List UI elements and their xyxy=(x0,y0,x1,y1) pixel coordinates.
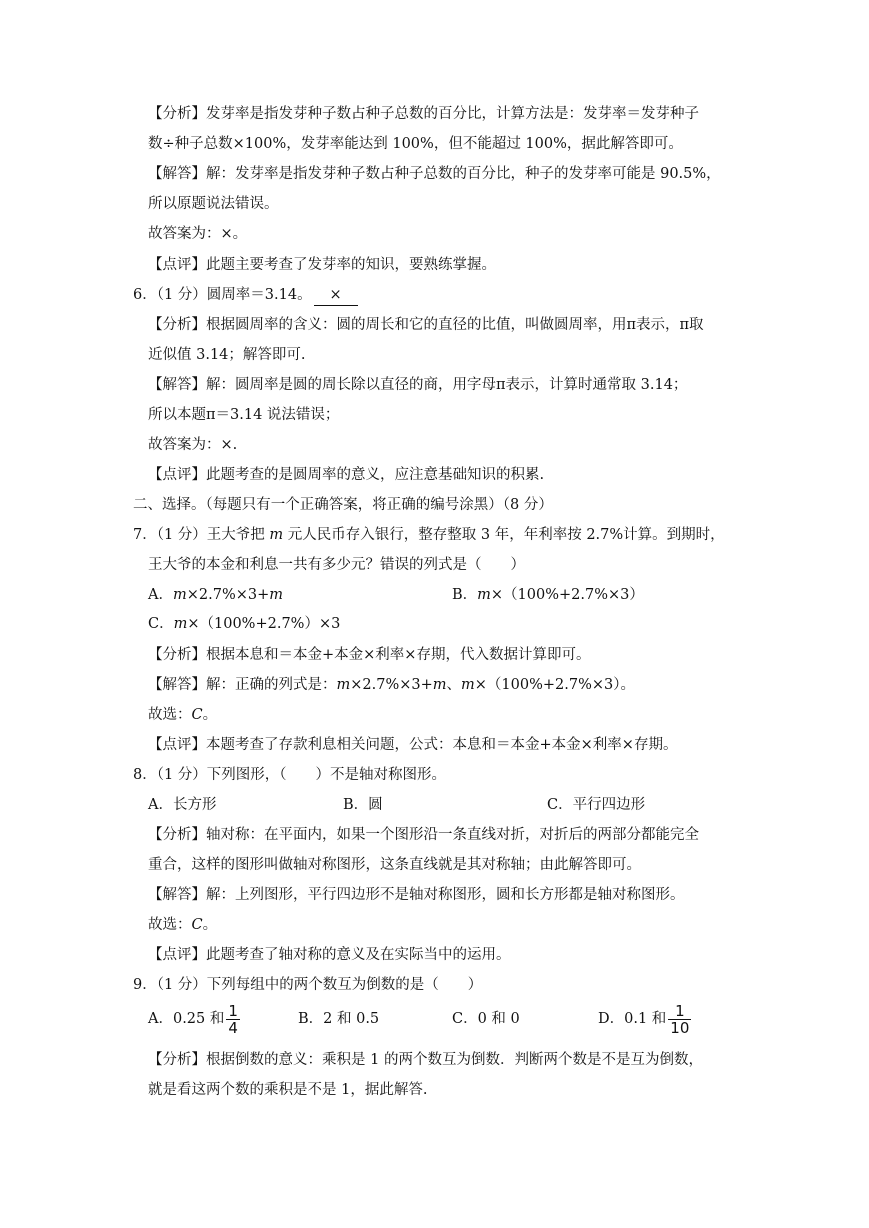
fraction xyxy=(226,1003,240,1036)
section-heading: 二、选择。（每题只有一个正确答案，将正确的编号涂黑）（8 分） xyxy=(133,497,553,513)
analysis-line: 近似值 3.14；解答即可. xyxy=(148,347,306,363)
answer-punct: 。 xyxy=(202,917,218,933)
option-text: ×2.7%×3+ xyxy=(186,587,270,603)
solution-text: 、 xyxy=(446,677,462,693)
solution-line: 【解答】解：上列图形，平行四边形不是轴对称图形，圆和长方形都是轴对称图形。 xyxy=(148,887,685,903)
solution-line: 所以本题π＝3.14 说法错误； xyxy=(148,407,340,423)
answer-choice: C xyxy=(191,917,203,933)
var-m: m xyxy=(269,587,283,603)
comment-line: 【点评】此题考查的是圆周率的意义，应注意基础知识的积累. xyxy=(148,467,545,483)
option-a: A．长方形 xyxy=(148,797,217,813)
fraction-numerator: 1 xyxy=(675,1001,685,1020)
question-7 xyxy=(133,525,725,545)
solution-line xyxy=(148,675,635,695)
option-label: C． xyxy=(148,616,174,632)
analysis-line: 【分析】轴对称：在平面内，如果一个图形沿一条直线对折，对折后的两部分都能完全 xyxy=(148,827,699,843)
solution-line: 【解答】解：发芽率是指发芽种子数占种子总数的百分比，种子的发芽率可能是 90.5%， xyxy=(148,166,721,182)
var-m: m xyxy=(269,527,284,543)
option-text: A．0.25 和 xyxy=(148,1011,225,1027)
option-label: B． xyxy=(452,587,478,603)
question-7-line2: 王大爷的本金和利息一共有多少元？错误的列式是（ ） xyxy=(148,557,525,573)
option-d xyxy=(598,1002,691,1040)
analysis-line: 就是看这两个数的乘积是不是 1，据此解答. xyxy=(148,1082,428,1098)
comment-line: 【点评】此题主要考查了发芽率的知识，要熟练掌握。 xyxy=(148,257,496,273)
var-m: m xyxy=(173,616,188,632)
analysis-line: 【分析】根据倒数的意义：乘积是 1 的两个数互为倒数．判断两个数是不是互为倒数， xyxy=(148,1052,703,1068)
answer-choice: C xyxy=(191,707,203,723)
comment-line: 【点评】本题考查了存款利息相关问题，公式：本息和＝本金+本金×利率×存期。 xyxy=(148,737,678,753)
option-a xyxy=(148,585,283,605)
question-6-text: 6．（1 分）圆周率＝3.14。 xyxy=(133,287,312,303)
solution-line: 所以原题说法错误。 xyxy=(148,196,279,212)
answer-line xyxy=(148,705,217,725)
question-7-text: 元人民币存入银行，整存整取 3 年，年利率按 2.7%计算。到期时， xyxy=(283,527,725,543)
analysis-line: 数÷种子总数×100%，发芽率能达到 100%，但不能超过 100%，据此解答即可。 xyxy=(148,136,683,152)
answer-line: 故答案为：×。 xyxy=(148,226,248,242)
answer-line xyxy=(148,915,217,935)
analysis-line: 重合，这样的图形叫做轴对称图形，这条直线就是其对称轴；由此解答即可。 xyxy=(148,857,641,873)
var-m: m xyxy=(477,587,491,603)
var-m: m xyxy=(336,677,351,693)
fraction xyxy=(668,1003,691,1036)
option-b xyxy=(452,585,644,605)
comment-line: 【点评】此题考查了轴对称的意义及在实际当中的运用。 xyxy=(148,947,511,963)
var-m: m xyxy=(432,677,447,693)
answer-label: 故选： xyxy=(148,707,192,723)
analysis-line: 【分析】根据圆周率的含义：圆的周长和它的直径的比值，叫做圆周率，用π表示，π取 xyxy=(148,317,704,333)
option-a xyxy=(148,1002,240,1040)
question-6-answer-blank: × xyxy=(314,285,358,306)
fraction-numerator: 1 xyxy=(228,1001,238,1020)
fraction-denominator: 10 xyxy=(670,1018,690,1037)
solution-text: ×2.7%×3+ xyxy=(350,677,433,693)
solution-line: 【解答】解：圆周率是圆的周长除以直径的商，用字母π表示，计算时通常取 3.14； xyxy=(148,377,688,393)
option-b: B．圆 xyxy=(343,797,383,813)
question-7-text: 7．（1 分）王大爷把 xyxy=(133,527,270,543)
option-text: ×（100%+2.7%×3） xyxy=(490,587,644,603)
solution-text: ×（100%+2.7%×3）。 xyxy=(474,677,635,693)
option-c: C．平行四边形 xyxy=(547,797,646,813)
option-c: C．0 和 0 xyxy=(452,1011,520,1027)
option-text: ×（100%+2.7%）×3 xyxy=(187,616,341,632)
question-8: 8．（1 分）下列图形，（ ）不是轴对称图形。 xyxy=(133,767,447,783)
answer-line: 故答案为：×. xyxy=(148,437,238,453)
solution-text: 【解答】解：正确的列式是： xyxy=(148,677,337,693)
question-6 xyxy=(133,285,358,306)
var-m: m xyxy=(461,677,475,693)
answer-punct: 。 xyxy=(202,707,218,723)
option-b: B．2 和 0.5 xyxy=(298,1011,380,1027)
answer-label: 故选： xyxy=(148,917,192,933)
var-m: m xyxy=(172,587,187,603)
option-label: A． xyxy=(148,587,173,603)
fraction-denominator: 4 xyxy=(228,1018,238,1037)
analysis-line: 【分析】发芽率是指发芽种子数占种子总数的百分比，计算方法是：发芽率＝发芽种子 xyxy=(148,106,699,122)
option-c xyxy=(148,614,340,634)
analysis-line: 【分析】根据本息和＝本金+本金×利率×存期，代入数据计算即可。 xyxy=(148,647,591,663)
option-text: D．0.1 和 xyxy=(598,1011,667,1027)
question-9: 9．（1 分）下列每组中的两个数互为倒数的是（ ） xyxy=(133,977,483,993)
